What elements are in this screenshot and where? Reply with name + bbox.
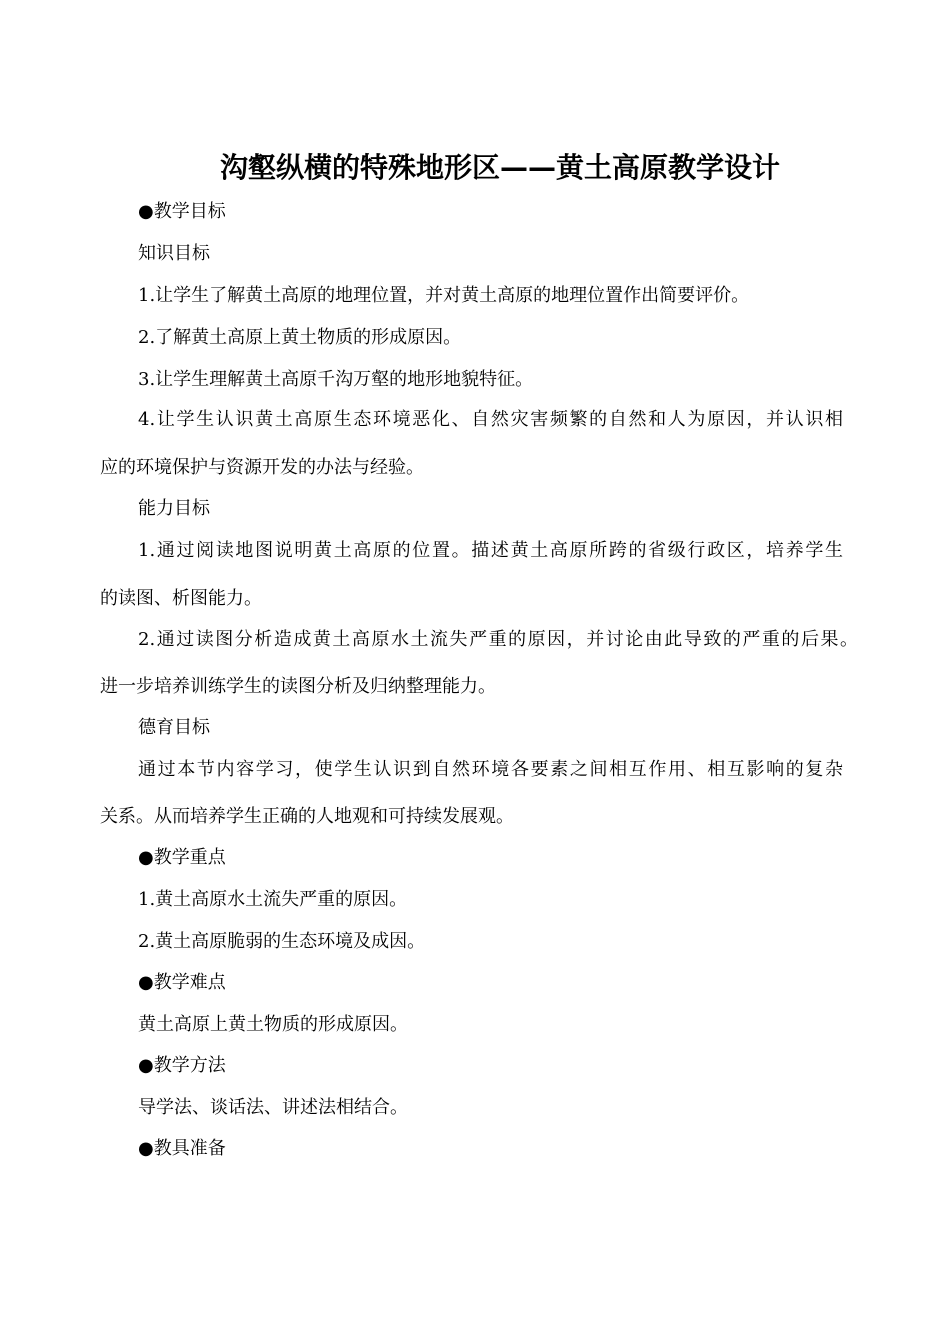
key-point-item-2: 2.黄土高原脆弱的生态环境及成因。: [138, 931, 426, 952]
subheading-ability: 能力目标: [138, 498, 210, 519]
ability-item-1-line-1: 1.通过阅读地图说明黄土高原的位置。描述黄土高原所跨的省级行政区，培养学生: [138, 540, 843, 561]
knowledge-item-1: 1.让学生了解黄土高原的地理位置，并对黄土高原的地理位置作出简要评价。: [138, 285, 750, 306]
moral-text-line-1: 通过本节内容学习，使学生认识到自然环境各要素之间相互作用、相互影响的复杂: [138, 759, 843, 780]
knowledge-item-4-line-1: 4.让学生认识黄土高原生态环境恶化、自然灾害频繁的自然和人为原因，并认识相: [138, 409, 843, 430]
ability-item-2-line-1: 2.通过读图分析造成黄土高原水土流失严重的原因，并讨论由此导致的严重的后果。: [138, 629, 858, 650]
knowledge-item-3: 3.让学生理解黄土高原千沟万壑的地形地貌特征。: [138, 369, 534, 390]
subheading-knowledge: 知识目标: [138, 243, 210, 264]
knowledge-item-2: 2.了解黄土高原上黄土物质的形成原因。: [138, 327, 462, 348]
section-heading-objectives: ●教学目标: [138, 201, 226, 222]
ability-item-1-line-2: 的读图、析图能力。: [100, 588, 262, 609]
document-title: 沟壑纵横的特殊地形区——黄土高原教学设计: [219, 151, 780, 184]
knowledge-item-4-line-2: 应的环境保护与资源开发的办法与经验。: [100, 457, 424, 478]
section-heading-methods: ●教学方法: [138, 1055, 226, 1076]
section-heading-difficulties: ●教学难点: [138, 972, 226, 993]
key-point-item-1: 1.黄土高原水土流失严重的原因。: [138, 889, 408, 910]
difficulties-text: 黄土高原上黄土物质的形成原因。: [138, 1014, 408, 1035]
moral-text-line-2: 关系。从而培养学生正确的人地观和可持续发展观。: [100, 806, 514, 827]
subheading-moral: 德育目标: [138, 717, 210, 738]
methods-text: 导学法、谈话法、讲述法相结合。: [138, 1097, 408, 1118]
section-heading-key-points: ●教学重点: [138, 847, 226, 868]
ability-item-2-line-2: 进一步培养训练学生的读图分析及归纳整理能力。: [100, 676, 496, 697]
section-heading-materials: ●教具准备: [138, 1138, 226, 1159]
